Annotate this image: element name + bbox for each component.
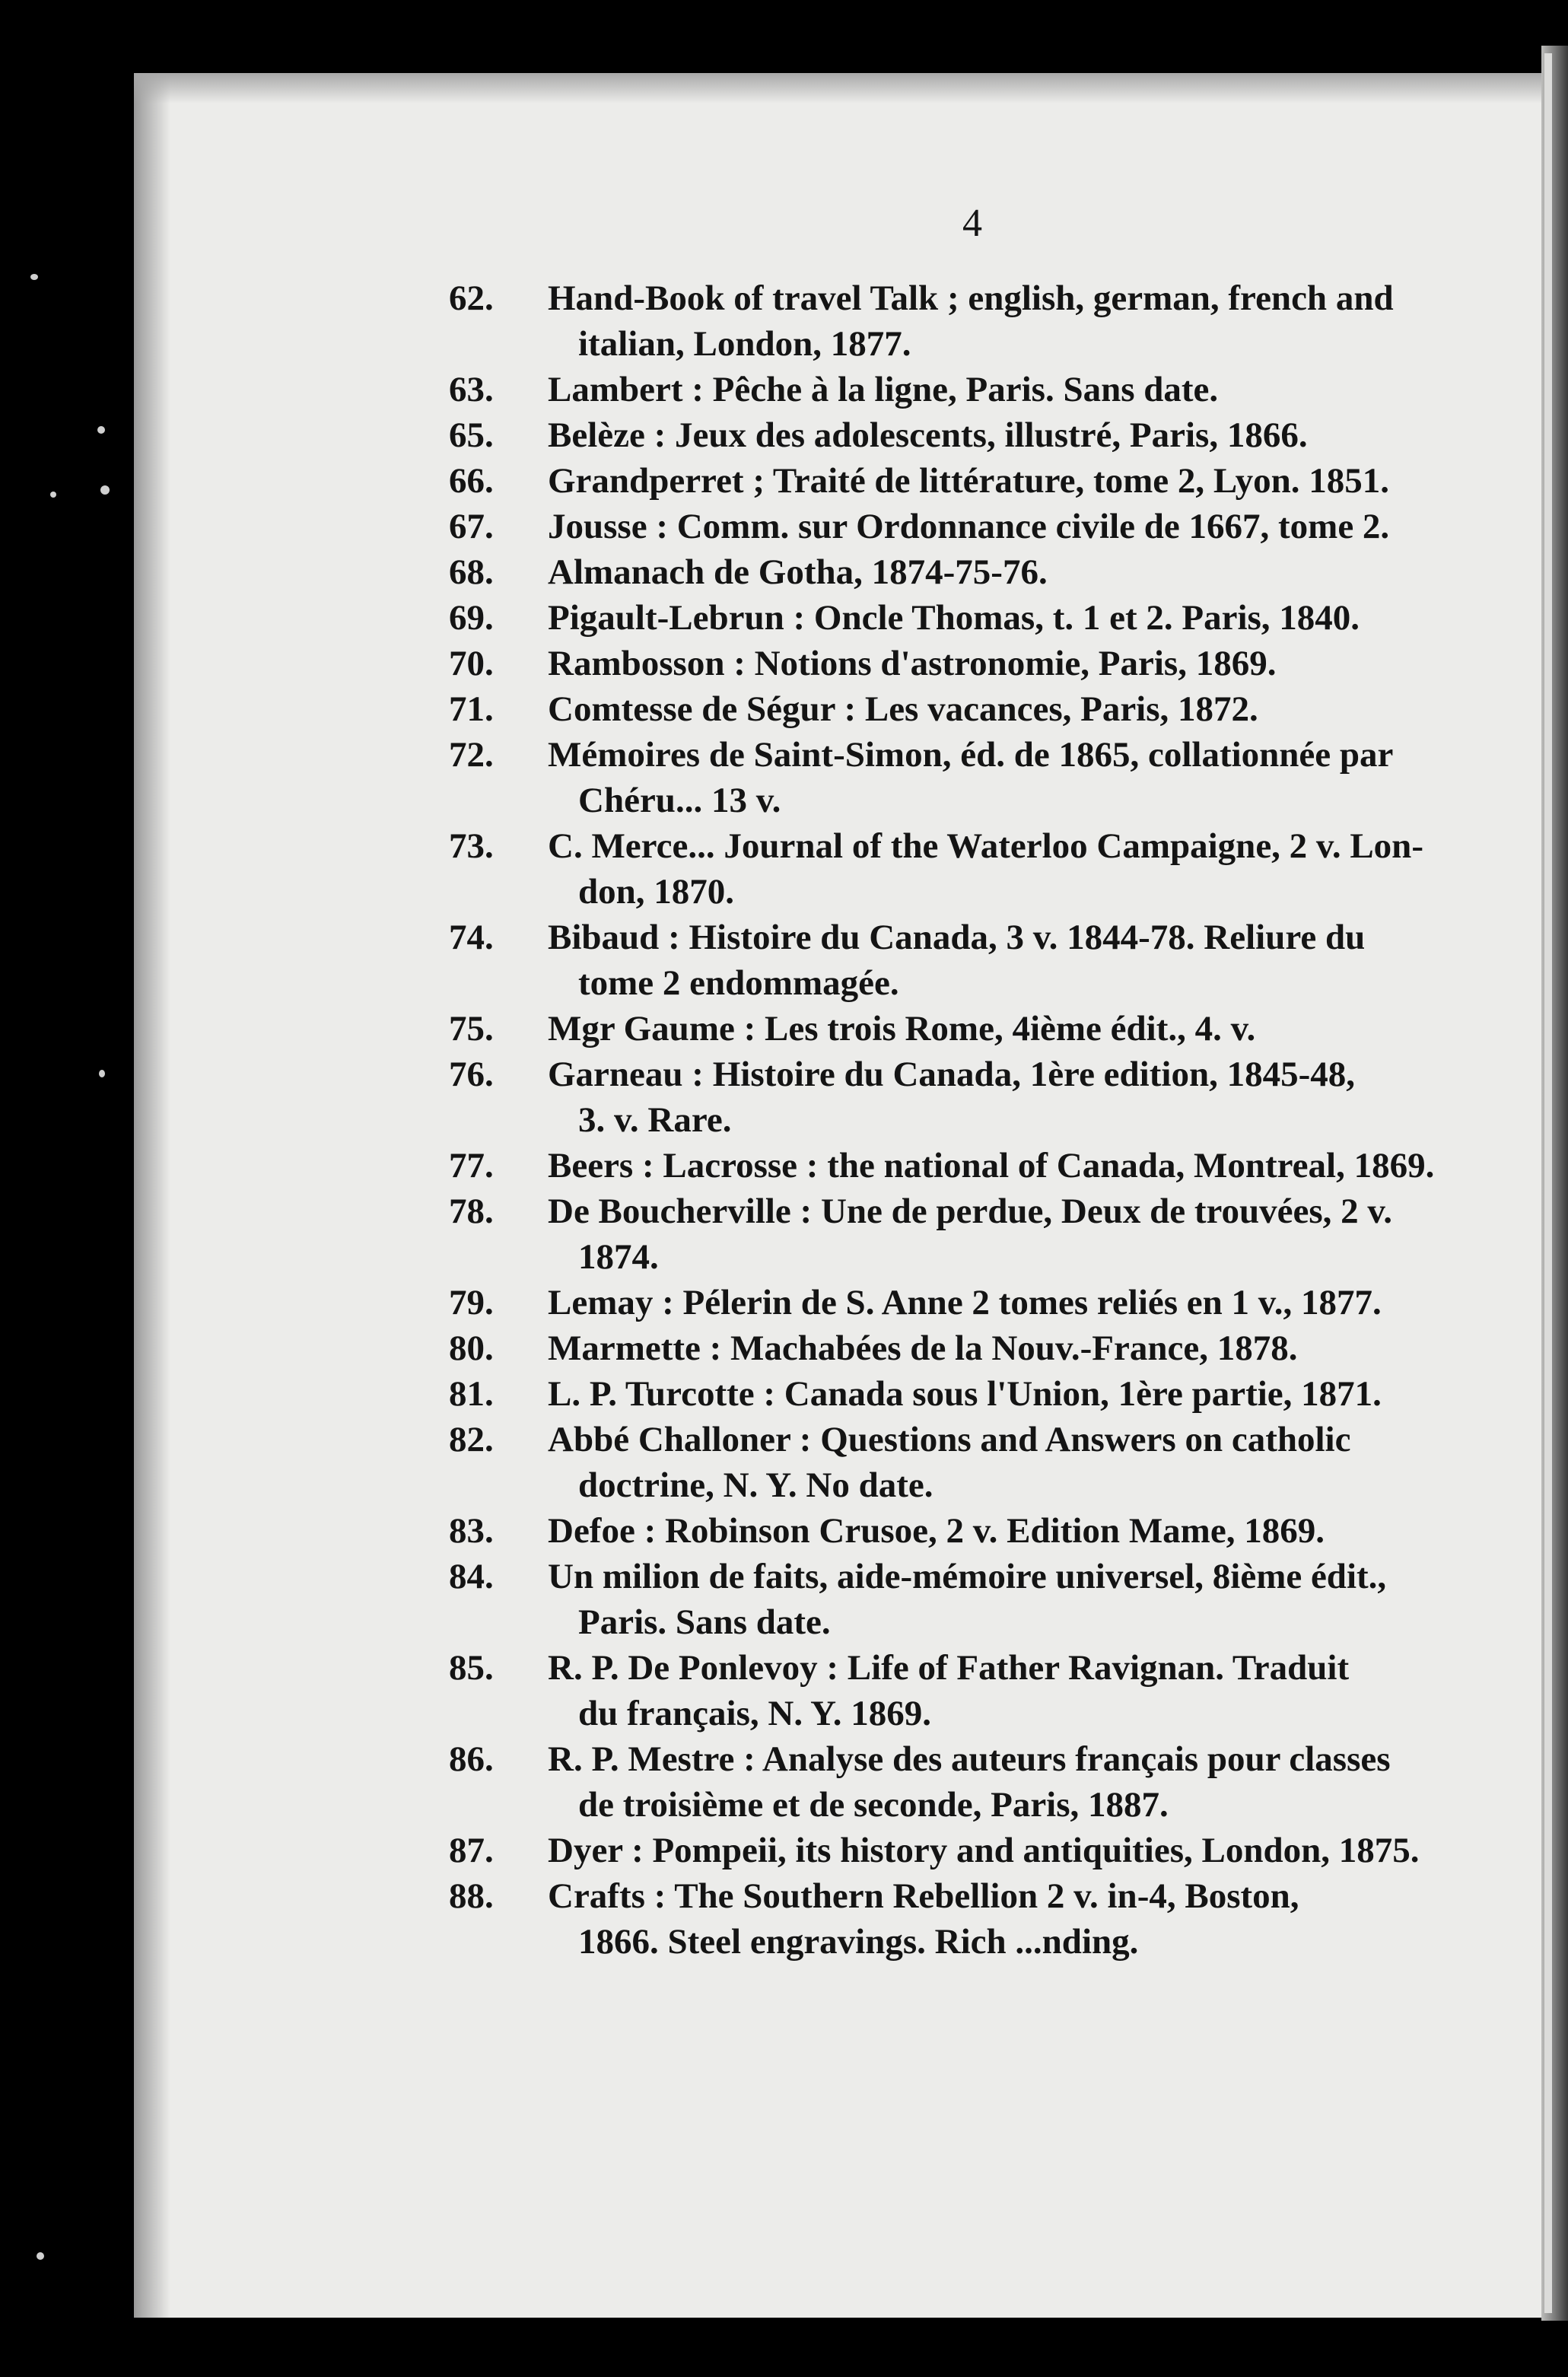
catalog-entry bbox=[449, 504, 1499, 549]
entry-number: 81. bbox=[449, 1374, 494, 1414]
entry-number: 72. bbox=[449, 735, 494, 775]
catalog-entry bbox=[449, 686, 1499, 732]
entry-number: 66. bbox=[449, 461, 494, 501]
entry-text-continuation: 1866. Steel engravings. Rich ...nding. bbox=[578, 1922, 1139, 1962]
catalog-entry bbox=[449, 367, 1499, 412]
entry-text: Abbé Challoner : Questions and Answers on catholic bbox=[548, 1420, 1351, 1459]
entry-number: 65. bbox=[449, 415, 494, 455]
catalog-entry bbox=[449, 1325, 1499, 1371]
entry-number: 78. bbox=[449, 1192, 494, 1231]
entry-number: 85. bbox=[449, 1648, 494, 1688]
entry-text-continuation: de troisième et de seconde, Paris, 1887. bbox=[578, 1785, 1169, 1825]
entry-number: 69. bbox=[449, 598, 494, 638]
page-left-shadow bbox=[134, 73, 170, 2318]
entry-number: 76. bbox=[449, 1055, 494, 1094]
dust-speck bbox=[97, 426, 105, 434]
entry-number: 74. bbox=[449, 918, 494, 957]
page-right-edge-stripe bbox=[1544, 53, 1552, 2313]
dust-speck bbox=[50, 492, 56, 498]
catalog-entry bbox=[449, 641, 1499, 686]
entry-text: Mémoires de Saint-Simon, éd. de 1865, collationnée par bbox=[548, 735, 1394, 775]
entry-text: Defoe : Robinson Crusoe, 2 v. Edition Mame, 1869. bbox=[548, 1511, 1325, 1551]
entry-number: 63. bbox=[449, 370, 494, 409]
catalog-entry bbox=[449, 823, 1499, 915]
catalog-entry bbox=[449, 1143, 1499, 1188]
entry-text: Almanach de Gotha, 1874-75-76. bbox=[548, 552, 1048, 592]
entry-number: 62. bbox=[449, 278, 494, 318]
catalog-entry bbox=[449, 549, 1499, 595]
entry-text: Marmette : Machabées de la Nouv.-France, 1878. bbox=[548, 1329, 1298, 1368]
catalog-entry bbox=[449, 1554, 1499, 1645]
dust-speck bbox=[30, 274, 38, 280]
entry-number: 77. bbox=[449, 1146, 494, 1185]
catalog-entry bbox=[449, 275, 1499, 367]
entry-number: 79. bbox=[449, 1283, 494, 1322]
entry-text: Rambosson : Notions d'astronomie, Paris, 1869. bbox=[548, 644, 1277, 683]
entry-text: Lambert : Pêche à la ligne, Paris. Sans date. bbox=[548, 370, 1219, 409]
catalog-entry bbox=[449, 1645, 1499, 1736]
entry-text: Garneau : Histoire du Canada, 1ère edition, 1845-48, bbox=[548, 1055, 1355, 1094]
entry-number: 87. bbox=[449, 1831, 494, 1870]
entry-text: Pigault-Lebrun : Oncle Thomas, t. 1 et 2. Paris, 1840. bbox=[548, 598, 1360, 638]
entry-number: 80. bbox=[449, 1329, 494, 1368]
entry-text: C. Merce... Journal of the Waterloo Campaigne, 2 v. Lon- bbox=[548, 826, 1423, 866]
entry-text: Beers : Lacrosse : the national of Canada, Montreal, 1869. bbox=[548, 1146, 1435, 1185]
entry-number: 71. bbox=[449, 689, 494, 729]
entry-text-continuation: don, 1870. bbox=[578, 872, 735, 912]
entry-text: Belèze : Jeux des adolescents, illustré, Paris, 1866. bbox=[548, 415, 1308, 455]
dust-speck bbox=[100, 485, 110, 495]
entry-text: Comtesse de Ségur : Les vacances, Paris, 1872. bbox=[548, 689, 1258, 729]
catalog-entry bbox=[449, 915, 1499, 1006]
entry-number: 86. bbox=[449, 1739, 494, 1779]
entry-text-continuation: tome 2 endommagée. bbox=[578, 963, 899, 1003]
entry-text: Bibaud : Histoire du Canada, 3 v. 1844-78. Reliure du bbox=[548, 918, 1366, 957]
entry-text-continuation: Paris. Sans date. bbox=[578, 1602, 831, 1642]
entry-text: Mgr Gaume : Les trois Rome, 4ième édit., 4. v. bbox=[548, 1009, 1256, 1048]
entry-text: R. P. De Ponlevoy : Life of Father Ravignan. Traduit bbox=[548, 1648, 1350, 1688]
page-top-shadow bbox=[134, 73, 1541, 103]
entry-text-continuation: 1874. bbox=[578, 1237, 659, 1277]
entry-number: 75. bbox=[449, 1009, 494, 1048]
catalog-entry-list bbox=[449, 275, 1499, 1965]
catalog-entry bbox=[449, 1371, 1499, 1417]
entry-number: 83. bbox=[449, 1511, 494, 1551]
entry-number: 73. bbox=[449, 826, 494, 866]
entry-text: R. P. Mestre : Analyse des auteurs français pour classes bbox=[548, 1739, 1391, 1779]
entry-text: Dyer : Pompeii, its history and antiquities, London, 1875. bbox=[548, 1831, 1420, 1870]
entry-text-continuation: doctrine, N. Y. No date. bbox=[578, 1465, 933, 1505]
catalog-entry bbox=[449, 1188, 1499, 1280]
entry-text: Jousse : Comm. sur Ordonnance civile de 1667, tome 2. bbox=[548, 507, 1390, 546]
catalog-entry bbox=[449, 1417, 1499, 1508]
entry-text-continuation: du français, N. Y. 1869. bbox=[578, 1694, 931, 1733]
catalog-entry bbox=[449, 1736, 1499, 1828]
catalog-entry bbox=[449, 1006, 1499, 1052]
catalog-entry bbox=[449, 1873, 1499, 1965]
catalog-entry bbox=[449, 458, 1499, 504]
entry-text-continuation: Chéru... 13 v. bbox=[578, 781, 781, 820]
page-number: 4 bbox=[962, 202, 982, 245]
dust-speck bbox=[37, 2252, 44, 2260]
catalog-entry bbox=[449, 595, 1499, 641]
entry-text-continuation: 3. v. Rare. bbox=[578, 1100, 732, 1140]
dust-speck bbox=[99, 1070, 105, 1077]
entry-text: Un milion de faits, aide-mémoire universel, 8ième édit., bbox=[548, 1557, 1387, 1596]
entry-text-continuation: italian, London, 1877. bbox=[578, 324, 911, 364]
entry-number: 70. bbox=[449, 644, 494, 683]
entry-text: Lemay : Pélerin de S. Anne 2 tomes reliés en 1 v., 1877. bbox=[548, 1283, 1382, 1322]
catalog-entry bbox=[449, 412, 1499, 458]
entry-number: 82. bbox=[449, 1420, 494, 1459]
entry-number: 84. bbox=[449, 1557, 494, 1596]
catalog-entry bbox=[449, 1828, 1499, 1873]
catalog-entry bbox=[449, 1280, 1499, 1325]
entry-text: Hand-Book of travel Talk ; english, german, french and bbox=[548, 278, 1394, 318]
entry-text: Grandperret ; Traité de littérature, tome 2, Lyon. 1851. bbox=[548, 461, 1390, 501]
catalog-entry bbox=[449, 1508, 1499, 1554]
entry-text: De Boucherville : Une de perdue, Deux de trouvées, 2 v. bbox=[548, 1192, 1393, 1231]
entry-number: 67. bbox=[449, 507, 494, 546]
entry-number: 88. bbox=[449, 1876, 494, 1916]
entry-number: 68. bbox=[449, 552, 494, 592]
catalog-entry bbox=[449, 1052, 1499, 1143]
entry-text: L. P. Turcotte : Canada sous l'Union, 1ère partie, 1871. bbox=[548, 1374, 1382, 1414]
entry-text: Crafts : The Southern Rebellion 2 v. in-4, Boston, bbox=[548, 1876, 1299, 1916]
catalog-entry bbox=[449, 732, 1499, 823]
